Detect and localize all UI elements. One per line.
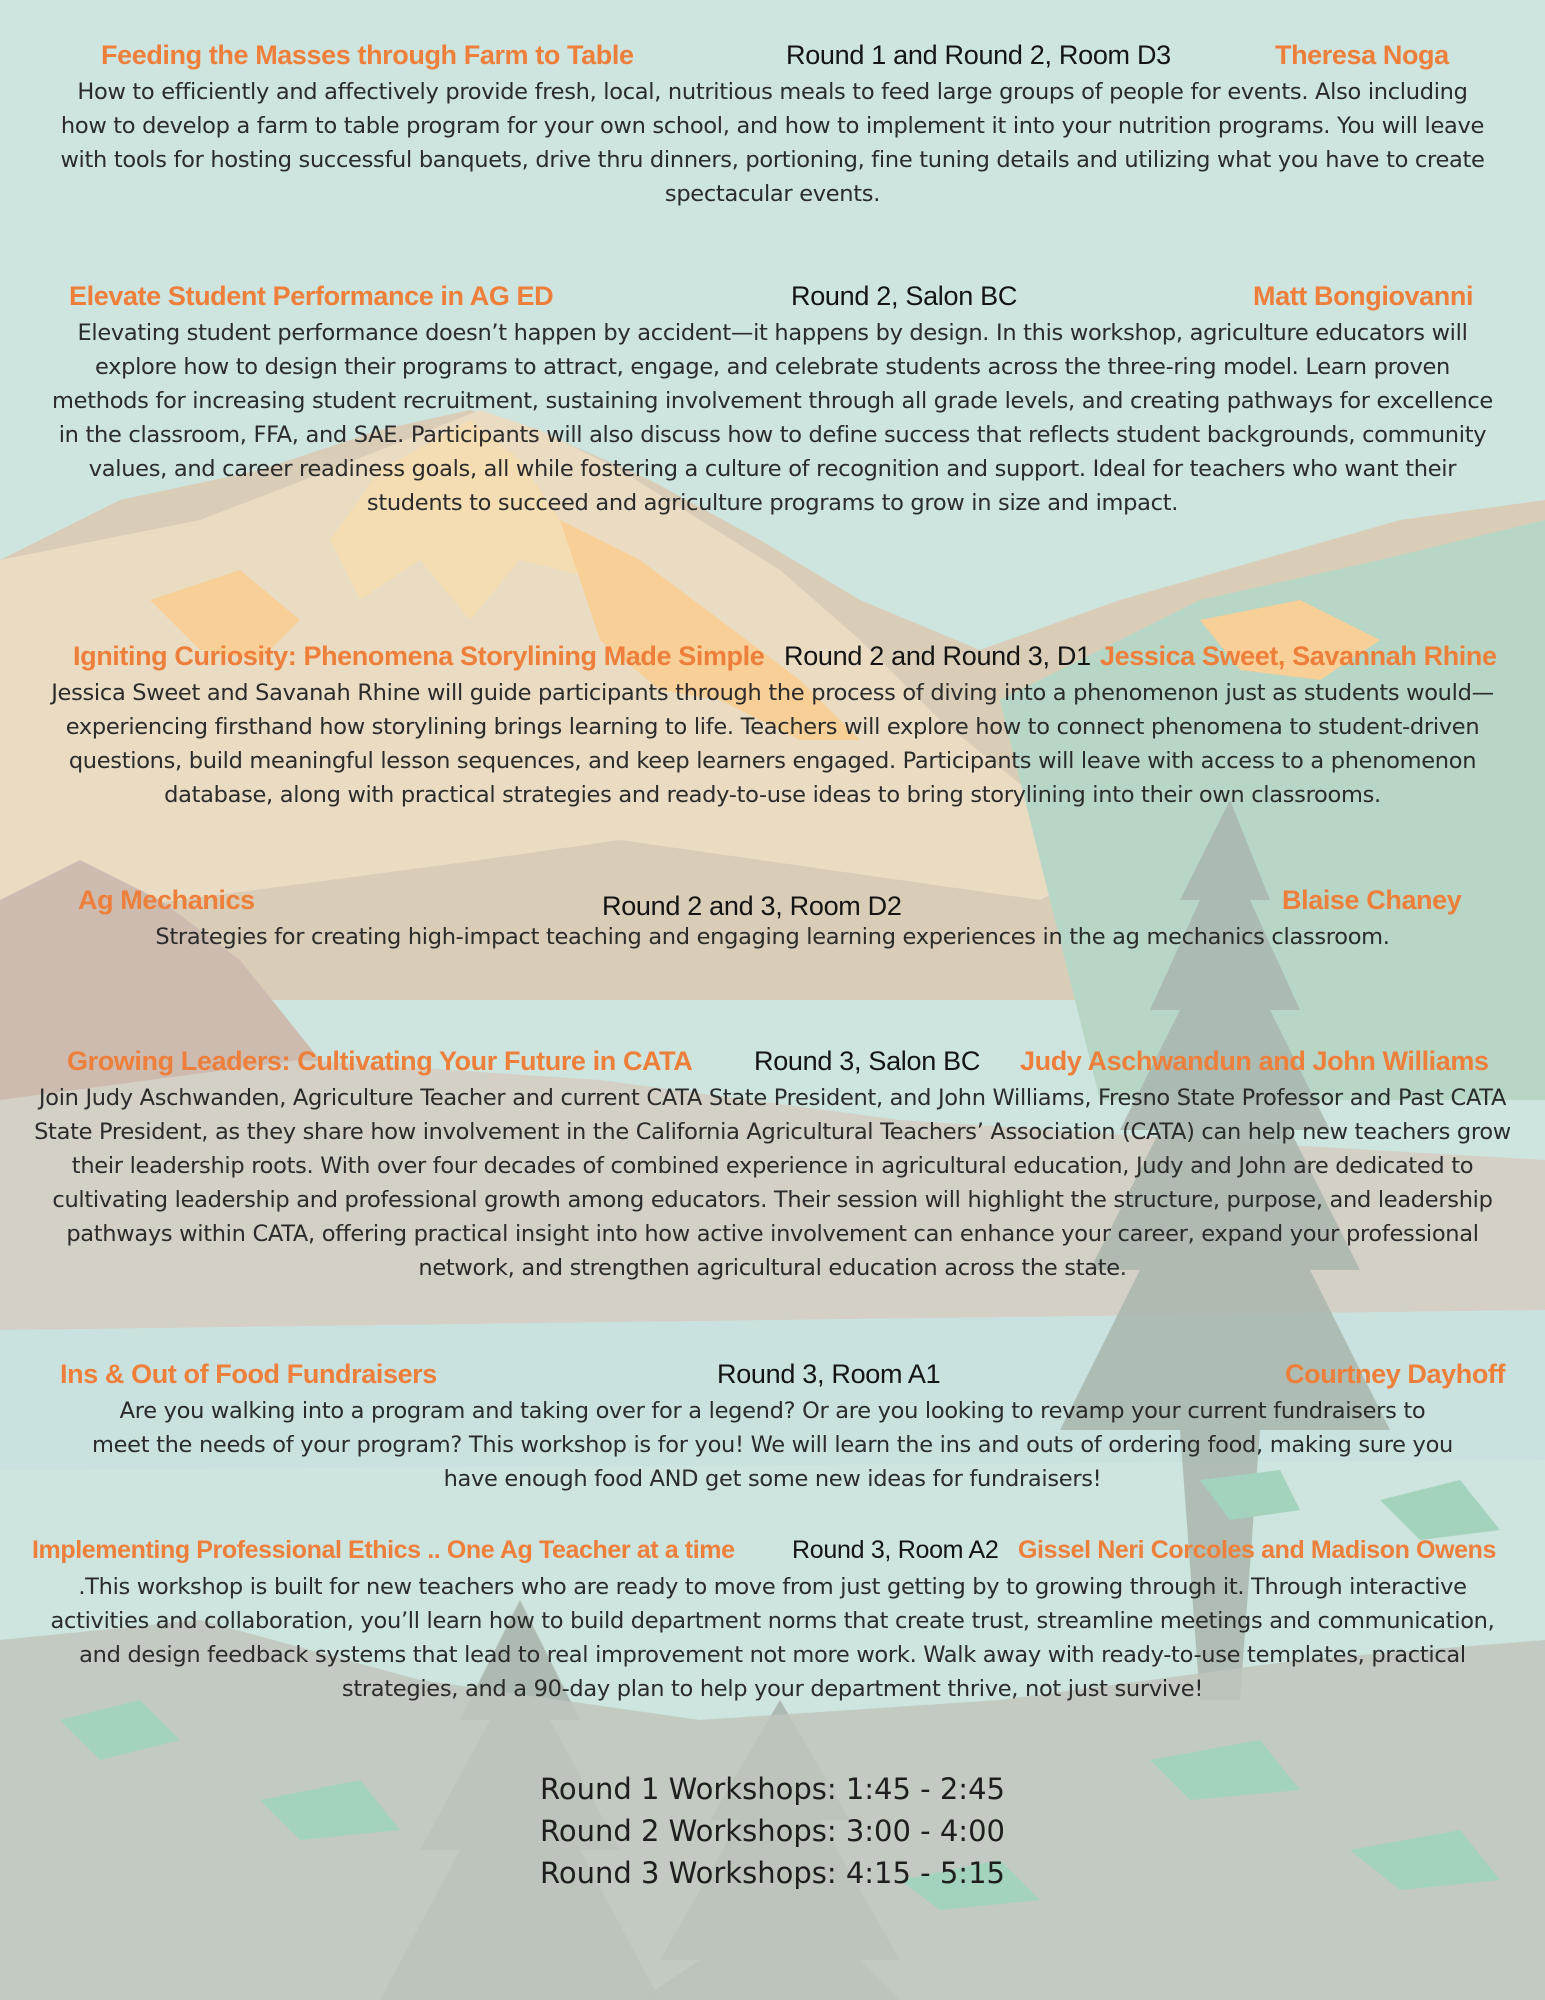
workshop-room: Round 3, Room A2 <box>792 1536 999 1564</box>
workshop-description: How to efficiently and affectively provide fresh, local, nutritious meals to feed large groups of people for events. Also including how to develop a farm to table program for your own school, and how to implement it into your nutrition programs. You will leave with tools for hosting successful banquets, drive thru dinners, portioning, fine tuning details and utilizing what you have to create spectacular events. <box>60 79 1485 207</box>
workshop-session <box>0 1354 1545 1496</box>
workshop-presenter: Courtney Dayhoff <box>1285 1359 1506 1389</box>
workshop-presenter: Blaise Chaney <box>1282 885 1462 915</box>
workshop-description: Strategies for creating high-impact teaching and engaging learning experiences in the ag mechanics classroom. <box>155 924 1390 950</box>
workshop-title: Igniting Curiosity: Phenomena Storylining Made Simple <box>73 641 765 671</box>
workshop-presenter: Theresa Noga <box>1275 40 1449 70</box>
workshop-room: Round 3, Salon BC <box>754 1046 981 1076</box>
workshop-description: Jessica Sweet and Savanah Rhine will guide participants through the process of diving into a phenomenon just as students would—experiencing firsthand how storylining brings learning to life. Teachers will explore how to connect phenomena to student-driven questions, build meaningful lesson sequences, and keep learners engaged. Participants will leave with access to a phenomenon database, along with practical strategies and ready-to-use ideas to bring storylining into their own classrooms. <box>51 680 1494 808</box>
workshop-description: Are you walking into a program and taking over for a legend? Or are you looking to revamp your current fundraisers to meet the needs of your program? This workshop is for you! We will learn the ins and outs of ordering food, making sure you have enough food AND get some new ideas for fundraisers! <box>92 1398 1453 1492</box>
schedule-round-3: Round 3 Workshops: 4:15 - 5:15 <box>540 1856 1005 1890</box>
workshop-session <box>0 1530 1545 1706</box>
workshop-room: Round 2, Salon BC <box>791 281 1018 311</box>
workshop-session <box>0 636 1545 812</box>
workshop-room: Round 2 and 3, Room D2 <box>602 891 902 921</box>
workshop-room: Round 3, Room A1 <box>717 1359 941 1389</box>
workshop-session <box>0 35 1545 211</box>
workshop-session <box>0 276 1545 520</box>
workshop-title: Ag Mechanics <box>78 885 255 915</box>
workshop-presenter: Gissel Neri Corcoles and Madison Owens <box>1018 1536 1497 1564</box>
schedule-round-1: Round 1 Workshops: 1:45 - 2:45 <box>540 1772 1005 1806</box>
workshop-session <box>0 880 1545 954</box>
workshop-room: Round 2 and Round 3, D1 <box>784 641 1091 671</box>
workshop-title: Elevate Student Performance in AG ED <box>69 281 554 311</box>
workshop-title: Growing Leaders: Cultivating Your Future in CATA <box>67 1046 693 1076</box>
workshop-description: .This workshop is built for new teachers who are ready to move from just getting by to growing through it. Through interactive activities and collaboration, you’ll learn how to build department norms that create trust, streamline meetings and communication, and design feedback systems that lead to real improvement not more work. Walk away with ready-to-use templates, practical strategies, and a 90-day plan to help your department thrive, not just survive! <box>50 1574 1495 1702</box>
schedule-round-2: Round 2 Workshops: 3:00 - 4:00 <box>540 1814 1005 1848</box>
workshop-title: Implementing Professional Ethics .. One Ag Teacher at a time <box>32 1536 735 1564</box>
workshop-session <box>0 1041 1545 1285</box>
workshop-title: Ins & Out of Food Fundraisers <box>60 1359 437 1389</box>
workshop-presenter: Jessica Sweet, Savannah Rhine <box>1100 641 1497 671</box>
workshop-schedule <box>0 1768 1545 1894</box>
workshop-presenter: Matt Bongiovanni <box>1253 281 1474 311</box>
workshop-description: Elevating student performance doesn’t happen by accident—it happens by design. In this workshop, agriculture educators will explore how to design their programs to attract, engage, and celebrate students across the three-ring model. Learn proven methods for increasing student recruitment, sustaining involvement through all grade levels, and creating pathways for excellence in the classroom, FFA, and SAE. Participants will also discuss how to define success that reflects student backgrounds, community values, and career readiness goals, all while fostering a culture of recognition and support. Ideal for teachers who want their students to succeed and agriculture programs to grow in size and impact. <box>52 320 1493 516</box>
workshop-room: Round 1 and Round 2, Room D3 <box>786 40 1171 70</box>
workshop-description: Join Judy Aschwanden, Agriculture Teacher and current CATA State President, and John Williams, Fresno State Professor and Past CATA State President, as they share how involvement in the California Agricultural Teachers’ Association (CATA) can help new teachers grow their leadership roots. With over four decades of combined experience in agricultural education, Judy and John are dedicated to cultivating leadership and professional growth among educators. Their session will highlight the structure, purpose, and leadership pathways within CATA, offering practical insight into how active involvement can enhance your career, expand your professional network, and strengthen agricultural education across the state. <box>34 1085 1511 1281</box>
workshop-presenter: Judy Aschwandun and John Williams <box>1020 1046 1489 1076</box>
workshop-title: Feeding the Masses through Farm to Table <box>101 40 634 70</box>
